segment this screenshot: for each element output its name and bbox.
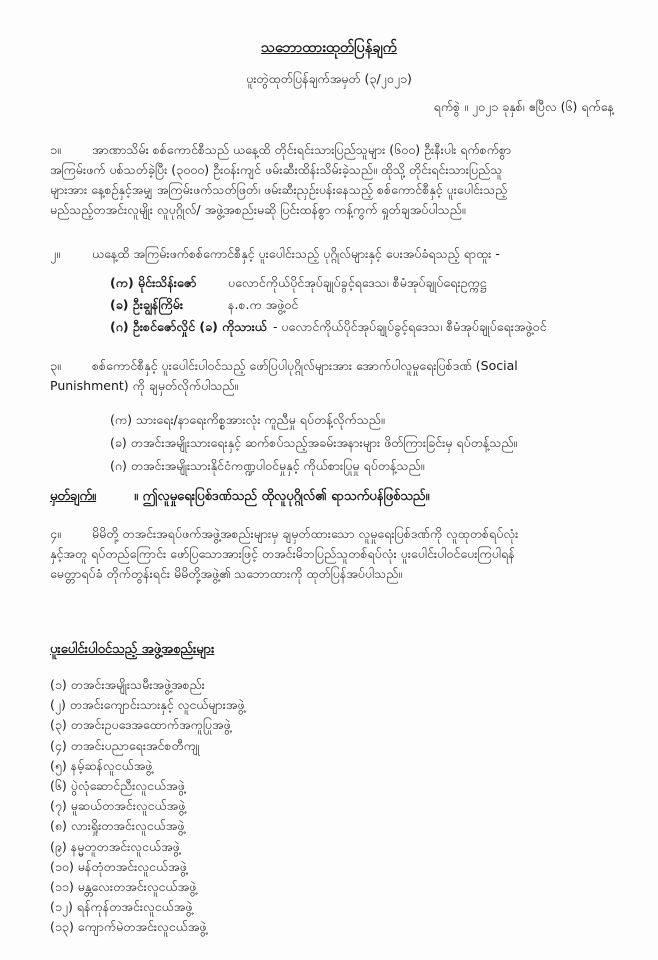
paragraph-1-line-3: များအား နေ့စဉ်နှင့်အမျှ အကြမ်းဖက်သတ်ဖြတ်၊ ဖမ်းဆီးညှဉ်းပန်းနေသည့် စစ်ကောင်စီနှင့် ပူးပေါင်းသည့် [50,182,508,197]
appointee-list [110,272,620,338]
paragraph-4-line-2: နှင့်အတူ ရပ်တည်ကြောင်း ဖော်ပြသောအားဖြင့် တအင်းမိဘပြည်သူတစ်ရပ်လုံး ပူးပေါင်းပါဝင်ပေးကြပါရန် [50,546,515,561]
organization-item: (၃) တအင်းဥပဒေအထောက်အကူပြုအဖွဲ့ [50,717,231,733]
organization-item: (၆) ပွဲလုံဆောင်ညီးလူငယ်အဖွဲ့ [50,778,185,794]
paragraph-1 [50,140,618,220]
document-subtitle: ပူးတွဲထုတ်ပြန်ချက်အမှတ် (၃/၂၀၂၁) [246,71,412,86]
paragraph-1-line-2: အကြမ်းဖက် ပစ်သတ်ခဲ့ပြီး (၃၀၀၀) ဦးဝန်းကျင် ဖမ်းဆီးထိန်းသိမ်းခဲ့သည်။ ထိုသို့ တိုင်းရင်းသားပြည်သူ [50,162,503,177]
organization-item: (၅) နမ့်ဆန်လူငယ်အဖွဲ့ [50,757,153,773]
paragraph-1-number: ၁။ [50,142,61,157]
organization-item: (၄) တအင်းပညာရေးအင်စတီကျု [50,737,200,753]
punishment-item: (ဂ) တအင်းအမျိုးသားနိုင်ငံကဏ္ဍပါဝင်မှုနှင့် ကိုယ်စားပြုမှု ရပ်တန့်သည်။ [110,458,425,473]
appointee-row [110,294,620,316]
punishment-list [110,408,620,477]
organizations-list [50,675,610,938]
paragraph-2-number: ၂။ [50,246,60,261]
organization-item: (၂) တအင်းကျောင်းသားနှင့် လူငယ်များအဖွဲ့ [50,697,245,713]
paragraph-1-line-1: အာဏာသိမ်း စစ်ကောင်စီသည် ယနေ့ထိ တိုင်းရင်းသားပြည်သူများ (၆၀၀) ဦးနီးပါး ရက်စက်စွာ [92,142,512,157]
paragraph-2 [50,244,618,264]
appointee-name: (က) မိုင်းသိန်းဇော် [110,275,197,290]
organization-item: (၁၂) ရန်ကုန်တအင်းလူငယ်အဖွဲ့ [50,899,193,915]
paragraph-4-line-1: မိမိတို့ တအင်းအရပ်ဖက်အဖွဲ့အစည်းများမှ ချမှတ်ထားသော လူမှုရေးပြစ်ဒဏ်ကို လူထုတစ်ရပ်လုံး [92,526,519,541]
note [50,487,618,507]
organization-item: (၁၃) ကျောက်မဲတအင်းလူငယ်အဖွဲ့ [50,919,207,935]
punishment-item: (က) သားရေး/နာရေးကိစ္စအားလုံး ကူညီမှု ရပ်တန့်လိုက်သည်။ [110,412,385,427]
organization-item: (၈) လားရှိုးတအင်းလူငယ်အဖွဲ့ [50,818,185,834]
paragraph-4 [50,524,618,584]
paragraph-3-number: ၃။ [50,358,61,373]
paragraph-3-line-1: စစ်ကောင်စီနှင့် ပူးပေါင်းပါဝင်သည့် ဖော်ပြပါပုဂ္ဂိုလ်များအား အောက်ပါလူမှုရေးပြစ်ဒဏ် (Social [92,358,518,373]
organization-item: (၇) မူဆယ်တအင်းလူငယ်အဖွဲ့ [50,798,186,814]
paragraph-3 [50,356,618,396]
organization-item: (၁) တအင်းအမျိုးသမီးအဖွဲ့အစည်း [50,677,205,692]
note-text: ။ ဤလူမှုရေးပြစ်ဒဏ်သည် ထိုလူပုဂ္ဂိုလ်၏ ရာသက်ပန်ဖြစ်သည်။ [134,489,430,504]
paragraph-2-text: ယနေ့ထိ အကြမ်းဖက်စစ်ကောင်စီနှင့် ပူးပေါင်းသည့် ပုဂ္ဂိုလ်များနှင့် ပေးအပ်ခံရသည့် ရာထူး - [92,246,500,261]
organization-item: (၁၀) မန်တုံတအင်းလူငယ်အဖွဲ့ [50,858,187,874]
paragraph-4-line-3: မေတ္တာရပ်ခံ တိုက်တွန်းရင်း မိမိတို့အဖွဲ့၏ သဘောထားကို ထုတ်ပြန်အပ်ပါသည်။ [50,566,403,581]
document-title: သဘောထားထုတ်ပြန်ချက် [261,40,397,56]
appointee-name: (ခ) ဦးချွန်ကြိမ်း [110,297,184,312]
organization-item: (၁၁) မန္တလေးတအင်းလူငယ်အဖွဲ့ [50,879,197,895]
organizations-heading: ပူးပေါင်းပါဝင်သည့် အဖွဲ့အစည်းများ [50,642,215,657]
punishment-item: (ခ) တအင်းအမျိုးသားရေးနှင့် ဆက်စပ်သည့်အခမ်းအနားများ ဖိတ်ကြားခြင်းမှ ရပ်တန့်သည်။ [110,435,518,450]
paragraph-1-line-4: မည်သည့်တအင်းလူမျိုး လူပုဂ္ဂိုလ်/ အဖွဲ့အစည်းမဆို ပြင်းထန်စွာ ကန့်ကွက် ရှုတ်ချအပ်ပါသည်။ [50,202,466,217]
organization-item: (၉) နမ္မတူတအင်းလူငယ်အဖွဲ့ [50,838,180,854]
appointee-position: ပလောင်ကိုယ်ပိုင်အုပ်ချုပ်ခွင့်ရဒေသ၊ စီမံအုပ်ချုပ်ရေးဥက္ကဋ္ဌ [228,275,487,290]
appointee-position: - ပလောင်ကိုယ်ပိုင်အုပ်ချုပ်ခွင့်ရဒေသ၊ စီမံအုပ်ချုပ်ရေးအဖွဲ့ဝင် [272,319,547,334]
document-date: ရက်စွဲ ။ ၂၀၂၁ ခုနှစ်၊ ဧပြီလ (၆) ရက်နေ့ [433,99,614,114]
paragraph-3-line-2: Punishment) ကို ချမှတ်လိုက်ပါသည်။ [50,378,239,393]
appointee-row [110,272,620,294]
appointee-row [110,316,620,338]
paragraph-4-number: ၄။ [50,526,61,541]
appointee-name: (ဂ) ဦးစင်ဇော်လှိုင် (ခ) ကိုသားယ် [110,319,267,334]
appointee-position: န.စ.က အဖွဲ့ဝင် [228,297,299,312]
note-label: မှတ်ချက်။ [50,489,97,504]
